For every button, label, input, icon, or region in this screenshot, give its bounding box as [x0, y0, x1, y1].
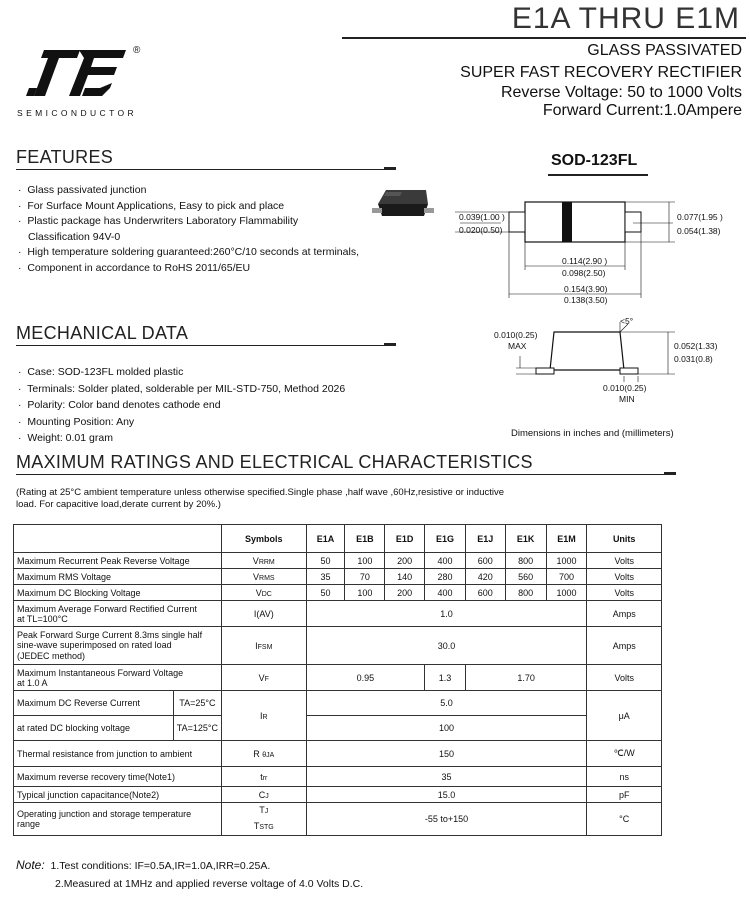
param-label: Peak Forward Surge Current 8.3ms single half sine-wave superimposed on rated load (JEDEC method)	[14, 627, 222, 665]
unit-cell: pF	[587, 787, 662, 803]
value-cell: 0.95	[306, 665, 425, 691]
header-part: E1M	[546, 525, 587, 553]
value-cell: 5.0	[306, 691, 587, 716]
features-rule	[16, 169, 396, 170]
header-part: E1K	[505, 525, 546, 553]
header-part: E1G	[425, 525, 466, 553]
dim-f-bot: 0.031(0.8)	[674, 354, 713, 364]
table-row	[14, 767, 662, 787]
unit-cell: Volts	[587, 553, 662, 569]
features-rule-cap	[384, 167, 396, 170]
dim-g-top: 0.010(0.25)	[603, 383, 647, 393]
header-line-2: SUPER FAST RECOVERY RECTIFIER	[460, 64, 742, 81]
symbol-cell: IR	[222, 691, 307, 741]
ratings-note-line-2: load. For capacitive load,derate current by 20%.)	[16, 499, 221, 510]
param-label: Typical junction capacitance(Note2)	[14, 787, 222, 803]
symbol-cell: CJ	[222, 787, 307, 803]
feature-item: Classification 94V-0	[28, 230, 121, 243]
package-name: SOD-123FL	[551, 152, 638, 169]
mechanical-item: · Case: SOD-123FL molded plastic	[18, 366, 184, 378]
param-label: Thermal resistance from junction to ambient	[14, 741, 222, 767]
header-part: E1A	[306, 525, 345, 553]
symbol-cell: R θJA	[222, 741, 307, 767]
table-row	[14, 716, 662, 741]
feature-item: · For Surface Mount Applications, Easy to pick and place	[18, 199, 285, 212]
dim-b-bot: 0.054(1.38)	[677, 226, 721, 236]
symbol-cell: VRRM	[222, 553, 307, 569]
unit-cell: Amps	[587, 627, 662, 665]
value-cell: 35	[306, 767, 587, 787]
dim-b-top: 0.077(1.95 )	[677, 212, 723, 222]
param-label: Maximum Recurrent Peak Reverse Voltage	[14, 553, 222, 569]
unit-cell: μA	[587, 691, 662, 741]
header-symbols: Symbols	[222, 525, 307, 553]
value-cell: -55 to+150	[306, 803, 587, 836]
unit-cell: °C	[587, 803, 662, 836]
unit-cell: Amps	[587, 601, 662, 627]
param-label: Maximum reverse recovery time(Note1)	[14, 767, 222, 787]
ratings-note-line-1: (Rating at 25°C ambient temperature unless otherwise specified.Single phase ,half wave ,60Hz,resistive or inductive	[16, 487, 505, 498]
table-row	[14, 627, 662, 665]
mechanical-rule-cap	[384, 343, 396, 346]
table-row	[14, 787, 662, 803]
mechanical-item: · Weight: 0.01 gram	[18, 432, 113, 444]
mechanical-item: · Terminals: Solder plated, solderable per MIL-STD-750, Method 2026	[18, 382, 346, 395]
ratings-rule	[16, 474, 676, 475]
company-logo	[22, 50, 134, 102]
dim-angle: <5°	[620, 316, 634, 326]
param-label: Maximum RMS Voltage	[14, 569, 222, 585]
feature-item: · High temperature soldering guaranteed:260°C/10 seconds at terminals,	[18, 246, 359, 258]
chip-photo	[372, 186, 434, 220]
symbol-cell: I(AV)	[222, 601, 307, 627]
dim-c-top: 0.114(2.90 )	[562, 256, 608, 266]
param-label: Maximum Instantaneous Forward Voltage at 1.0 A	[14, 665, 222, 691]
header-part: E1J	[465, 525, 505, 553]
value-cell: 30.0	[306, 627, 587, 665]
value-cell: 1.0	[306, 601, 587, 627]
value-cell: 100	[345, 585, 385, 601]
dim-c-bot: 0.098(2.50)	[562, 268, 606, 278]
ratings-rule-cap	[664, 472, 676, 475]
mechanical-item: · Mounting Position: Any	[18, 415, 135, 428]
param-label: Maximum Average Forward Rectified Current at TL=100°C	[14, 601, 222, 627]
features-title: FEATURES	[16, 147, 114, 167]
header-part: E1B	[345, 525, 385, 553]
value-cell: 50	[306, 553, 345, 569]
feature-item: · Plastic package has Underwriters Laboratory Flammability	[18, 215, 299, 227]
value-cell: 560	[505, 569, 546, 585]
dim-e-top: 0.010(0.25)	[494, 330, 538, 340]
value-cell: 150	[306, 741, 587, 767]
table-header-row	[14, 525, 662, 553]
value-cell: 140	[385, 569, 425, 585]
symbol-cell: VDC	[222, 585, 307, 601]
table-row	[14, 741, 662, 767]
symbol-cell: IFSM	[222, 627, 307, 665]
value-cell: 35	[306, 569, 345, 585]
dim-f-top: 0.052(1.33)	[674, 341, 718, 351]
value-cell: 280	[425, 569, 466, 585]
table-row	[14, 691, 662, 716]
dim-a-bot: 0.020(0.50)	[459, 225, 503, 235]
unit-cell: ns	[587, 767, 662, 787]
value-cell: 400	[425, 553, 466, 569]
value-cell: 1000	[546, 553, 587, 569]
value-cell: 100	[306, 716, 587, 741]
value-cell: 200	[385, 585, 425, 601]
value-cell: 420	[465, 569, 505, 585]
table-row	[14, 553, 662, 569]
dim-d-bot: 0.138(3.50)	[564, 295, 608, 305]
unit-cell: Volts	[587, 665, 662, 691]
ratings-title: MAXIMUM RATINGS AND ELECTRICAL CHARACTERISTICS	[16, 452, 533, 472]
value-cell: 700	[546, 569, 587, 585]
ratings-note	[16, 487, 504, 511]
value-cell: 1.70	[465, 665, 586, 691]
dim-a-top: 0.039(1.00 )	[459, 212, 505, 222]
registered-mark: ®	[133, 45, 141, 56]
header-blank	[14, 525, 222, 553]
value-cell: 1000	[546, 585, 587, 601]
dim-g-bot: MIN	[619, 394, 635, 404]
value-cell: 70	[345, 569, 385, 585]
unit-cell: Volts	[587, 585, 662, 601]
header-line-4: Forward Current:1.0Ampere	[542, 102, 742, 119]
param-label: Operating junction and storage temperature range	[14, 803, 222, 836]
dim-d-top: 0.154(3.90)	[564, 284, 608, 294]
table-row	[14, 585, 662, 601]
value-cell: 200	[385, 553, 425, 569]
table-row	[14, 803, 662, 836]
note-label: Note:	[16, 858, 45, 872]
header-rule	[342, 37, 746, 39]
value-cell: 400	[425, 585, 466, 601]
param-label: at rated DC blocking voltage	[14, 716, 174, 741]
value-cell: 1.3	[425, 665, 466, 691]
temp-cell: TA=25°C	[173, 691, 221, 716]
value-cell: 100	[345, 553, 385, 569]
table-row	[14, 601, 662, 627]
mechanical-title: MECHANICAL DATA	[16, 323, 189, 343]
table-row	[14, 665, 662, 691]
dimensions-caption: Dimensions in inches and (millimeters)	[511, 428, 674, 439]
feature-item: · Component in accordance to RoHS 2011/65/EU	[18, 261, 251, 274]
symbol-cell: VF	[222, 665, 307, 691]
mechanical-rule	[16, 345, 396, 346]
symbol-cell: TJ TSTG	[222, 803, 307, 836]
value-cell: 800	[505, 553, 546, 569]
feature-item: · Glass passivated junction	[18, 184, 147, 196]
header-part: E1D	[385, 525, 425, 553]
param-label: Maximum DC Blocking Voltage	[14, 585, 222, 601]
brand-name: SEMICONDUCTOR	[17, 108, 138, 118]
param-label: Maximum DC Reverse Current	[14, 691, 174, 716]
dim-e-bot: MAX	[508, 341, 527, 351]
features-list	[18, 183, 359, 276]
mechanical-item: · Polarity: Color band denotes cathode end	[18, 399, 221, 411]
package-name-underline	[548, 174, 648, 176]
value-cell: 15.0	[306, 787, 587, 803]
header-line-3: Reverse Voltage: 50 to 1000 Volts	[500, 84, 742, 101]
header-line-1: GLASS PASSIVATED	[587, 42, 742, 59]
value-cell: 800	[505, 585, 546, 601]
mechanical-list	[18, 364, 345, 447]
value-cell: 600	[465, 585, 505, 601]
symbol-cell: trr	[222, 767, 307, 787]
part-range-title: E1A THRU E1M	[511, 2, 740, 35]
note-line-2: 2.Measured at 1MHz and applied reverse voltage of 4.0 Volts D.C.	[55, 878, 364, 890]
temp-cell: TA=125°C	[173, 716, 221, 741]
unit-cell: ℃/W	[587, 741, 662, 767]
header-units: Units	[587, 525, 662, 553]
unit-cell: Volts	[587, 569, 662, 585]
symbol-cell: VRMS	[222, 569, 307, 585]
notes	[16, 856, 363, 893]
table-row	[14, 569, 662, 585]
note-line-1: Note: 1.Test conditions: IF=0.5A,IR=1.0A,IRR=0.25A.	[16, 858, 271, 872]
value-cell: 50	[306, 585, 345, 601]
ratings-table	[13, 524, 662, 836]
value-cell: 600	[465, 553, 505, 569]
